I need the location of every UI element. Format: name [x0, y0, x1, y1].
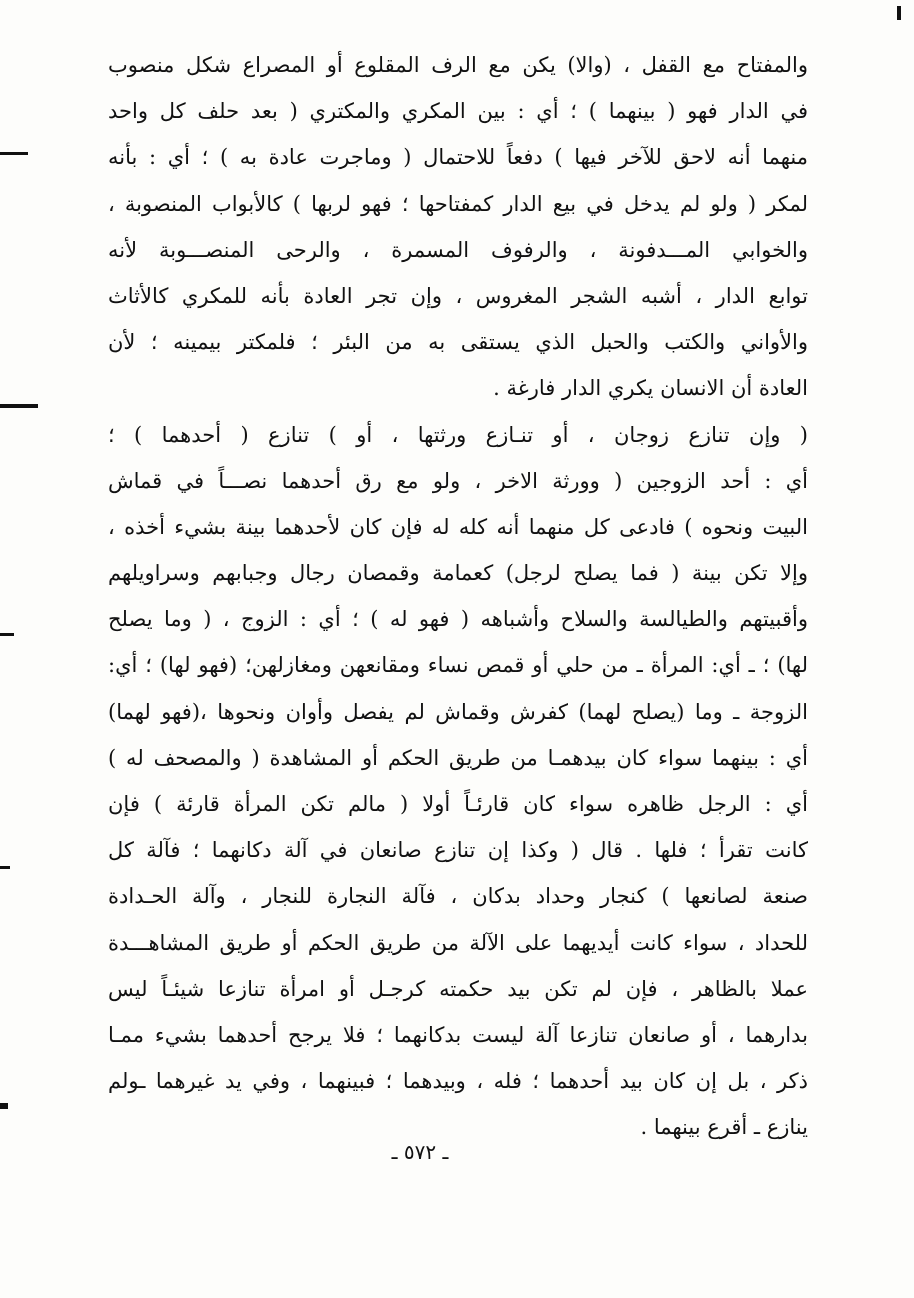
- text-line-22: بدارهما ، أو صانعان تنازعا آلة ليست بدكانهما ؛ فلا يرجح أحدهما بشيء ممـا: [108, 1022, 808, 1047]
- text-line-7: والأواني والكتب والحبل الذي يستقى به من البئر ؛ فلمكتر بيمينه ؛ لأن: [108, 330, 808, 355]
- text-line-19: صنعة لصانعها ) كنجار وحداد بدكان ، فآلة النجارة للنجار ، وآلة الحـدادة: [108, 884, 808, 909]
- text-line-14: لها) ؛ ـ أي: المرأة ـ من حلي أو قمص نساء ومقانعهن ومغازلهن؛ (فهو لها) ؛ أي:: [108, 653, 808, 678]
- text-line-12: وإلا تكن بينة ( فما يصلح لرجل) كعمامة وقمصان رجال وجبابهم وسراويلهم: [108, 561, 808, 586]
- text-line-15: الزوجة ـ وما (يصلح لهما) كفرش وقماش لم يفصل وأوان ونحوها ،(فهو لهما): [108, 699, 808, 724]
- scan-margin-mark: [0, 866, 10, 869]
- text-line-23: ذكر ، بل إن كان بيد أحدهما ؛ فله ، وبيدهما ؛ فبينهما ، وفي يد غيرهما ـولم: [108, 1069, 808, 1094]
- text-line-1: والمفتاح مع القفل ، (والا) يكن مع الرف المقلوع أو المصراع شكل منصوب: [108, 53, 808, 77]
- text-line-16: أي : بينهما سواء كان بيدهمـا من طريق الحكم أو المشاهدة ( والمصحف له ): [108, 745, 808, 770]
- text-line-21: عملا بالظاهر ، فإن لم تكن بيد حكمته كرجـل أو امرأة تنازعا شيئـاً ليس: [108, 976, 808, 1001]
- text-line-2: في الدار فهو ( بينهما ) ؛ أي : بين المكري والمكتري ( بعد حلف كل واحد: [108, 99, 808, 124]
- text-line-20: للحداد ، سواء كانت أيديهما على الآلة من طريق الحكم أو طريق المشاهـــدة: [108, 930, 808, 955]
- text-line-18: كانت تقرأ ؛ فلها . قال ( وكذا إن تنازع صانعان في آلة دكانهما ؛ فآلة كل: [108, 838, 808, 863]
- text-line-10: أي : أحد الزوجين ( وورثة الاخر ، ولو مع رق أحدهما نصـــاً في قماش: [108, 468, 808, 493]
- text-line-17: أي : الرجل ظاهره سواء كان قارئـاً أولا ( مالم تكن المرأة قارئة ) فإن: [108, 792, 808, 816]
- scan-margin-mark: [0, 404, 38, 408]
- text-line-3: منهما أنه لاحق للآخر فيها ) دفعاً للاحتمال ( وماجرت عادة به ) ؛ أي : بأنه: [108, 145, 808, 170]
- page-number: ـ ٥٧٢ ـ: [391, 1140, 449, 1164]
- scan-margin-mark: [0, 1103, 8, 1109]
- text-line-24: ينازع ـ أقرع بينهما .: [640, 1115, 808, 1140]
- text-line-11: البيت ونحوه ) فادعى كل منهما أنه كله له فإن كان لأحدهما بينة بشيء أخذه ،: [108, 514, 808, 539]
- text-line-6: توابع الدار ، أشبه الشجر المغروس ، وإن تجر العادة بأنه للمكري كالأثاث: [108, 283, 808, 308]
- text-line-13: وأقبيتهم والطيالسة والسلاح وأشباهه ( فهو له ) ؛ أي : الزوج ، ( وما يصلح: [108, 607, 808, 632]
- scan-margin-mark: [0, 152, 28, 155]
- text-line-5: والخوابي المـــدفونة ، والرفوف المسمرة ، والرحى المنصـــوبة لأنه: [108, 237, 808, 262]
- text-line-4: لمكر ( ولو لم يدخل في بيع الدار كمفتاحها ؛ فهو لربها ) كالأبواب المنصوبة ،: [108, 191, 808, 216]
- scan-edge-mark: [897, 6, 901, 20]
- text-line-8: العادة أن الانسان يكري الدار فارغة .: [493, 376, 808, 401]
- scan-margin-mark: [0, 633, 14, 636]
- arabic-text-block: [108, 42, 808, 1151]
- text-line-9: ( وإن تنازع زوجان ، أو تنـازع ورثتها ، أو ) تنازع ( أحدهما ) ؛: [108, 422, 808, 447]
